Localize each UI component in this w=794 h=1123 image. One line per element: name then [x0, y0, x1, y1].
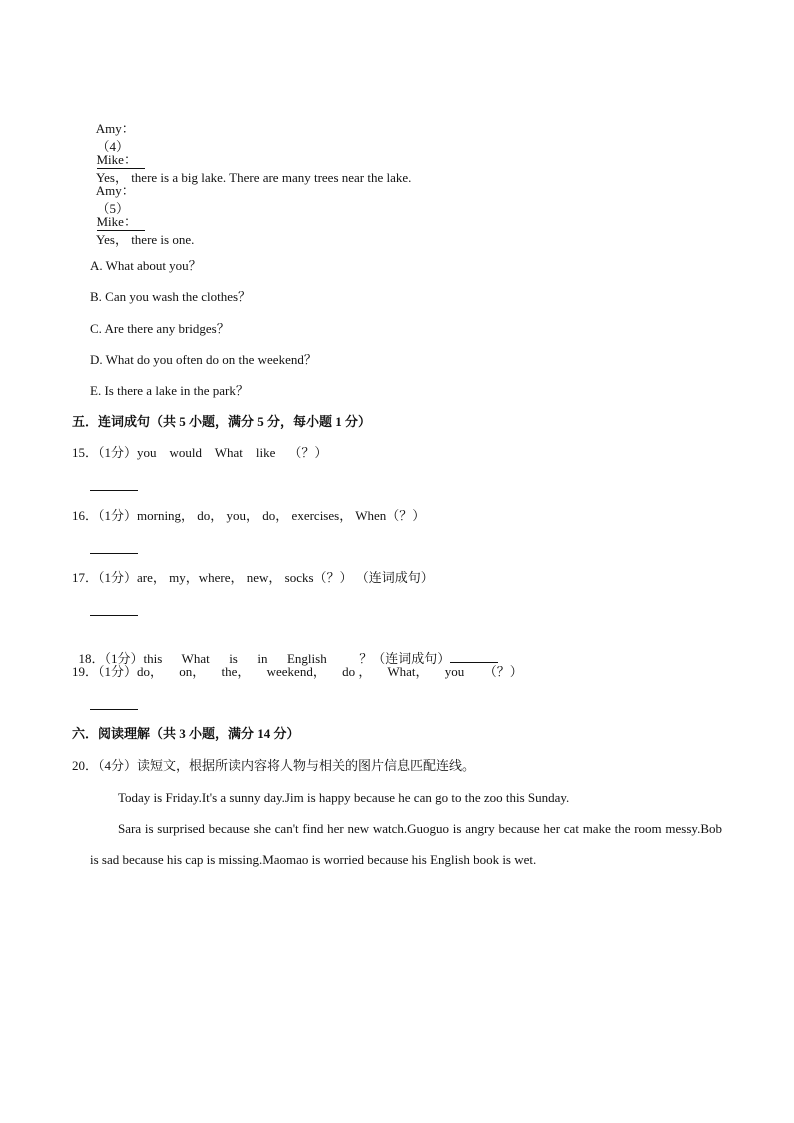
- option-d: D. What do you often do on the weekend？: [90, 352, 317, 367]
- answer-blank[interactable]: [90, 541, 138, 554]
- answer-line-19[interactable]: [90, 697, 138, 715]
- question-18-text: 18．（1分）this What is in English ？（连词成句）: [78, 651, 451, 666]
- question-20: 20．（4分）读短文，根据所读内容将人物与相关的图片信息匹配连线。: [72, 758, 476, 773]
- reading-paragraph-2: Sara is surprised because she can't find her new watch.Guoguo is angry because her cat make the room messy.Bob is sad because his cap is missing.Maomao is worried because his English book is wet.: [90, 821, 722, 867]
- dialogue-text: （5）: [96, 201, 130, 216]
- answer-blank[interactable]: [90, 697, 138, 710]
- question-15: 15．（1分）you would What like （？）: [72, 445, 328, 460]
- dialogue-text: （4）: [96, 139, 130, 154]
- section-6-heading: 六．阅读理解（共 3 小题，满分 14 分）: [72, 726, 300, 741]
- option-b: B. Can you wash the clothes？: [90, 289, 252, 304]
- answer-blank[interactable]: [90, 603, 138, 616]
- section-5-heading: 五．连词成句（共 5 小题，满分 5 分，每小题 1 分）: [72, 414, 372, 429]
- question-17: 17．（1分）are， my，where， new， socks（？） （连词成句）: [72, 570, 434, 585]
- option-c: C. Are there any bridges？: [90, 321, 230, 336]
- question-16: 16．（1分）morning， do， you， do， exercises， When（？）: [72, 508, 426, 523]
- option-a: A. What about you？: [90, 258, 202, 273]
- speaker: Mike：: [96, 214, 137, 229]
- answer-blank[interactable]: [90, 478, 138, 491]
- dialogue-line-4: [90, 195, 194, 249]
- dialogue-text: Yes， there is a big lake. There are many trees near the lake.: [96, 170, 412, 185]
- speaker: Mike：: [96, 152, 137, 167]
- speaker: Amy：: [95, 183, 135, 198]
- answer-line-16[interactable]: [90, 541, 138, 559]
- answer-line-15[interactable]: [90, 478, 138, 496]
- speaker: Amy：: [95, 121, 135, 136]
- reading-paragraph-1: Today is Friday.It's a sunny day.Jim is happy because he can go to the zoo this Sunday.: [118, 790, 570, 805]
- answer-line-17[interactable]: [90, 603, 138, 621]
- option-e: E. Is there a lake in the park？: [90, 383, 249, 398]
- question-19: 19．（1分）do， on， the， weekend， do ， What， you （？）: [72, 664, 523, 679]
- dialogue-text: Yes， there is one.: [96, 232, 195, 247]
- answer-blank[interactable]: [450, 650, 498, 663]
